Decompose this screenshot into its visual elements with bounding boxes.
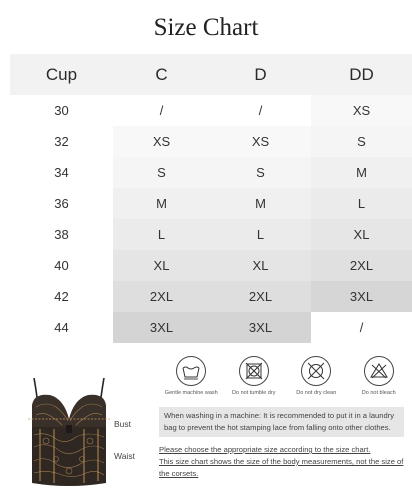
size-cell: 2XL bbox=[210, 281, 311, 312]
care-label: Do not tumble dry bbox=[232, 390, 276, 396]
size-cell: L bbox=[311, 188, 412, 219]
size-cell: XL bbox=[113, 250, 210, 281]
care-item bbox=[348, 356, 411, 402]
size-cell: / bbox=[210, 95, 311, 126]
page-title: Size Chart bbox=[153, 14, 259, 41]
table-row bbox=[10, 157, 412, 188]
table-row bbox=[10, 312, 412, 343]
size-cell: M bbox=[210, 188, 311, 219]
size-cell: 2XL bbox=[113, 281, 210, 312]
cup-cell: 38 bbox=[54, 227, 69, 242]
care-label: Gentle machine wash bbox=[164, 390, 218, 396]
care-item bbox=[160, 356, 223, 402]
table-row bbox=[10, 188, 412, 219]
table-header-row bbox=[10, 54, 412, 95]
size-cell: / bbox=[311, 312, 412, 343]
header-d: D bbox=[210, 54, 311, 95]
size-cell: L bbox=[210, 219, 311, 250]
size-cell: 3XL bbox=[311, 281, 412, 312]
do-not-bleach-icon bbox=[364, 356, 394, 386]
care-instructions bbox=[160, 356, 410, 402]
cup-cell: 44 bbox=[54, 320, 69, 335]
size-cell: 3XL bbox=[113, 312, 210, 343]
bra-illustration bbox=[26, 375, 112, 495]
gentle-machine-wash-icon bbox=[176, 356, 206, 386]
size-cell: XL bbox=[210, 250, 311, 281]
bra-product-image bbox=[26, 375, 112, 495]
size-cell: S bbox=[210, 157, 311, 188]
table-row bbox=[10, 281, 412, 312]
size-chart-table bbox=[10, 54, 412, 343]
size-cell: XS bbox=[210, 126, 311, 157]
size-cell: M bbox=[113, 188, 210, 219]
table-row bbox=[10, 126, 412, 157]
size-cell: S bbox=[113, 157, 210, 188]
do-not-dry-clean-icon bbox=[301, 356, 331, 386]
care-label: Do not dry clean bbox=[296, 390, 337, 396]
size-cell: XS bbox=[311, 95, 412, 126]
header-cup: Cup bbox=[10, 54, 113, 95]
care-item bbox=[223, 356, 286, 402]
cup-cell: 32 bbox=[54, 134, 69, 149]
header-c: C bbox=[113, 54, 210, 95]
size-cell: XS bbox=[113, 126, 210, 157]
cup-cell: 34 bbox=[54, 165, 69, 180]
do-not-tumble-dry-icon bbox=[239, 356, 269, 386]
cup-cell: 42 bbox=[54, 289, 69, 304]
cup-cell: 40 bbox=[54, 258, 69, 273]
care-item bbox=[285, 356, 348, 402]
size-cell: / bbox=[113, 95, 210, 126]
cup-cell: 36 bbox=[54, 196, 69, 211]
size-cell: L bbox=[113, 219, 210, 250]
size-note-line: Please choose the appropriate size according to the size chart. bbox=[159, 445, 371, 454]
header-dd: DD bbox=[311, 54, 412, 95]
size-notes bbox=[159, 444, 409, 480]
size-cell: 2XL bbox=[311, 250, 412, 281]
bust-label: Bust bbox=[114, 419, 132, 429]
size-cell: M bbox=[311, 157, 412, 188]
size-note-line: This size chart shows the size of the body measurements, not the size of the corsets. bbox=[159, 457, 404, 478]
size-cell: 3XL bbox=[210, 312, 311, 343]
size-cell: S bbox=[311, 126, 412, 157]
table-row bbox=[10, 219, 412, 250]
table-row bbox=[10, 95, 412, 126]
washing-note: When washing in a machine: It is recommended to put it in a laundry bag to prevent the hot stamping lace from falling onto other clothes. bbox=[159, 407, 404, 437]
table-row bbox=[10, 250, 412, 281]
waist-label: Waist bbox=[114, 451, 135, 461]
care-label: Do not bleach bbox=[361, 390, 396, 396]
cup-cell: 30 bbox=[54, 103, 69, 118]
size-cell: XL bbox=[311, 219, 412, 250]
